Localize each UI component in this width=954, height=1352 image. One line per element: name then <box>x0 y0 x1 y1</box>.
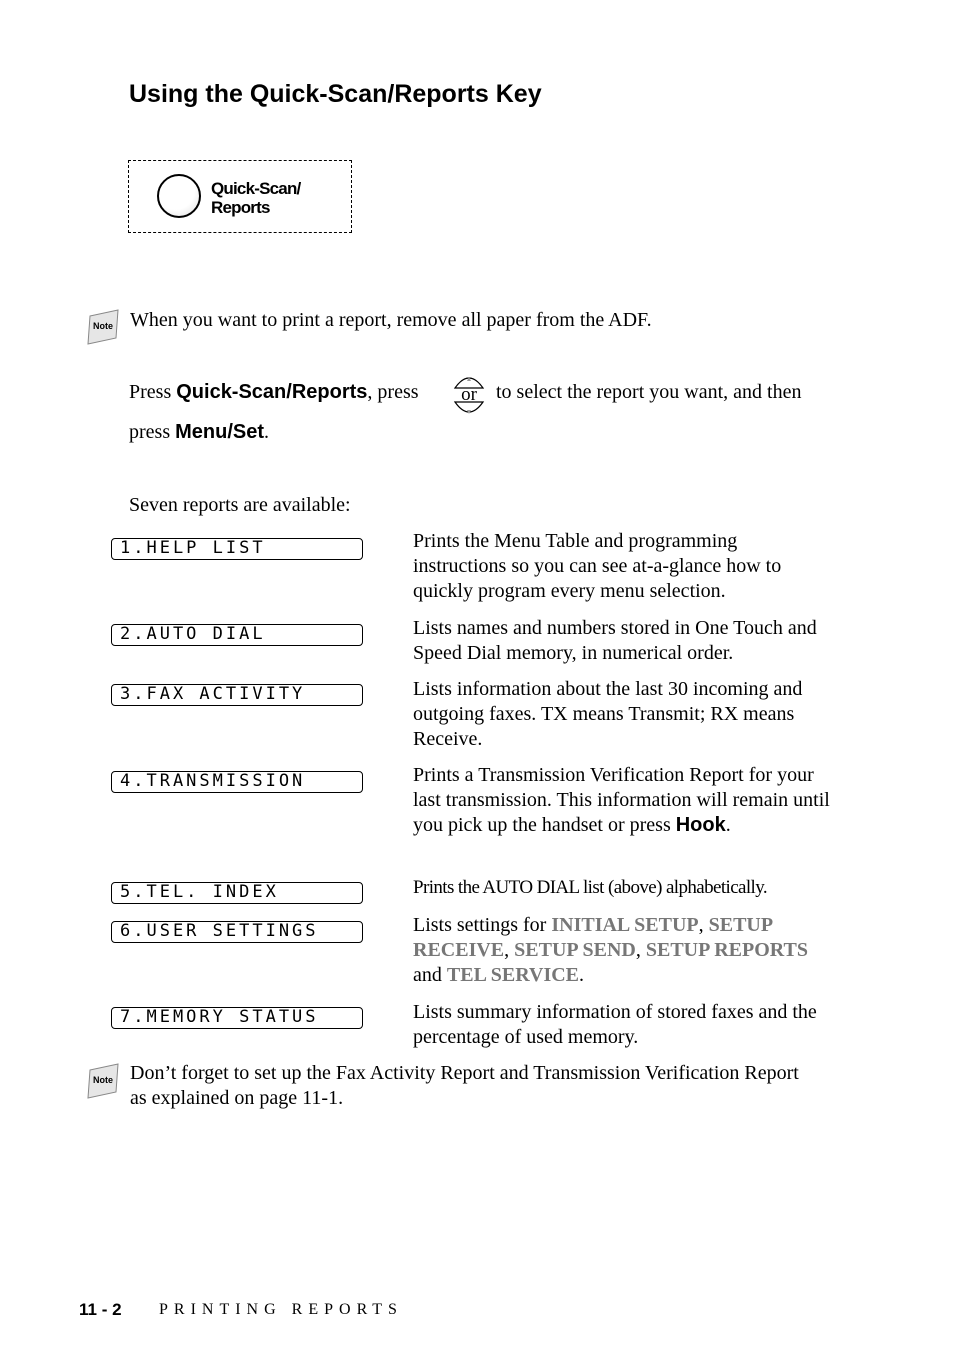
or-label: or <box>461 384 477 405</box>
menu-setup-send: SETUP SEND <box>514 939 636 961</box>
instruction-press-3: press <box>129 421 176 443</box>
quick-scan-reports-key-illustration <box>128 160 352 233</box>
menu-tel-service: TEL SERVICE <box>446 964 580 986</box>
desc-part: Lists settings for <box>413 914 552 936</box>
menu-setup-reports: SETUP REPORTS <box>645 939 808 961</box>
instruction-rest: to select the report you want, and then <box>496 381 802 403</box>
report-desc-tel-index: Prints the AUTO DIAL list (above) alphabetically. <box>413 877 768 898</box>
note-text-1: When you want to print a report, remove all paper from the ADF. <box>130 309 652 331</box>
report-desc-memory-status: Lists summary information of stored faxes and the percentage of used memory. <box>413 1001 817 1048</box>
page-title: Using the Quick-Scan/Reports Key <box>129 80 542 108</box>
section-name: PRINTING REPORTS <box>159 1301 403 1318</box>
report-desc-fax-activity: Lists information about the last 30 incoming and outgoing faxes. TX means Transmit; RX means Receive. <box>413 678 803 750</box>
menu-initial-setup: INITIAL SETUP <box>551 914 699 936</box>
lcd-transmission: 4.TRANSMISSION <box>111 771 363 793</box>
instruction-press-2: , press <box>367 381 419 403</box>
report-desc-transmission-text: Prints a Transmission Verification Report for your last transmission. This information will remain until you pick up the handset or press <box>413 764 830 836</box>
instruction-key-menu-set: Menu/Set <box>175 421 265 443</box>
report-desc-auto-dial: Lists names and numbers stored in One Touch and Speed Dial memory, in numerical order. <box>413 617 817 664</box>
report-desc-transmission-end: . <box>725 814 731 836</box>
instruction-line-1 <box>129 380 419 405</box>
page-number: 11 - 2 <box>79 1300 122 1319</box>
lcd-fax-activity: 3.FAX ACTIVITY <box>111 684 363 706</box>
menu-setup-receive: SETUP RECEIVE <box>413 914 772 961</box>
reports-intro: Seven reports are available: <box>129 494 351 516</box>
lcd-user-settings: 6.USER SETTINGS <box>111 921 363 943</box>
note-icon-label: Note <box>93 1075 113 1085</box>
desc-part: , <box>698 914 709 936</box>
note-icon <box>86 1062 118 1094</box>
lcd-tel-index: 5.TEL. INDEX <box>111 882 363 904</box>
key-label-line2: Reports <box>211 198 270 217</box>
lcd-help-list: 1.HELP LIST <box>111 538 363 560</box>
page-footer <box>79 1300 403 1320</box>
navigation-keys-icon <box>452 370 486 420</box>
desc-part: , <box>635 939 646 961</box>
instruction-line-2 <box>129 420 269 445</box>
desc-part: , <box>504 939 515 961</box>
report-desc-user-settings <box>413 913 833 988</box>
key-label <box>211 179 300 217</box>
note-icon <box>86 308 118 340</box>
hook-key-label: Hook <box>675 814 726 836</box>
key-label-line1: Quick-Scan/ <box>211 179 301 198</box>
lcd-auto-dial: 2.AUTO DIAL <box>111 624 363 646</box>
instruction-period: . <box>264 421 270 443</box>
instruction-key-quick-scan: Quick-Scan/Reports <box>176 381 368 403</box>
report-desc-help-list: Prints the Menu Table and programming instructions so you can see at-a-glance how to quickly program every menu selection. <box>413 530 782 602</box>
note-icon-label: Note <box>93 321 113 331</box>
report-desc-transmission <box>413 763 833 838</box>
note-text-2: Don’t forget to set up the Fax Activity Report and Transmission Verification Report as explained on page 11-1. <box>130 1062 799 1109</box>
lcd-memory-status: 7.MEMORY STATUS <box>111 1007 363 1029</box>
instruction-press: Press <box>129 381 177 403</box>
desc-part: and <box>413 964 447 986</box>
desc-part: . <box>579 964 585 986</box>
round-key-button-icon <box>157 174 201 218</box>
